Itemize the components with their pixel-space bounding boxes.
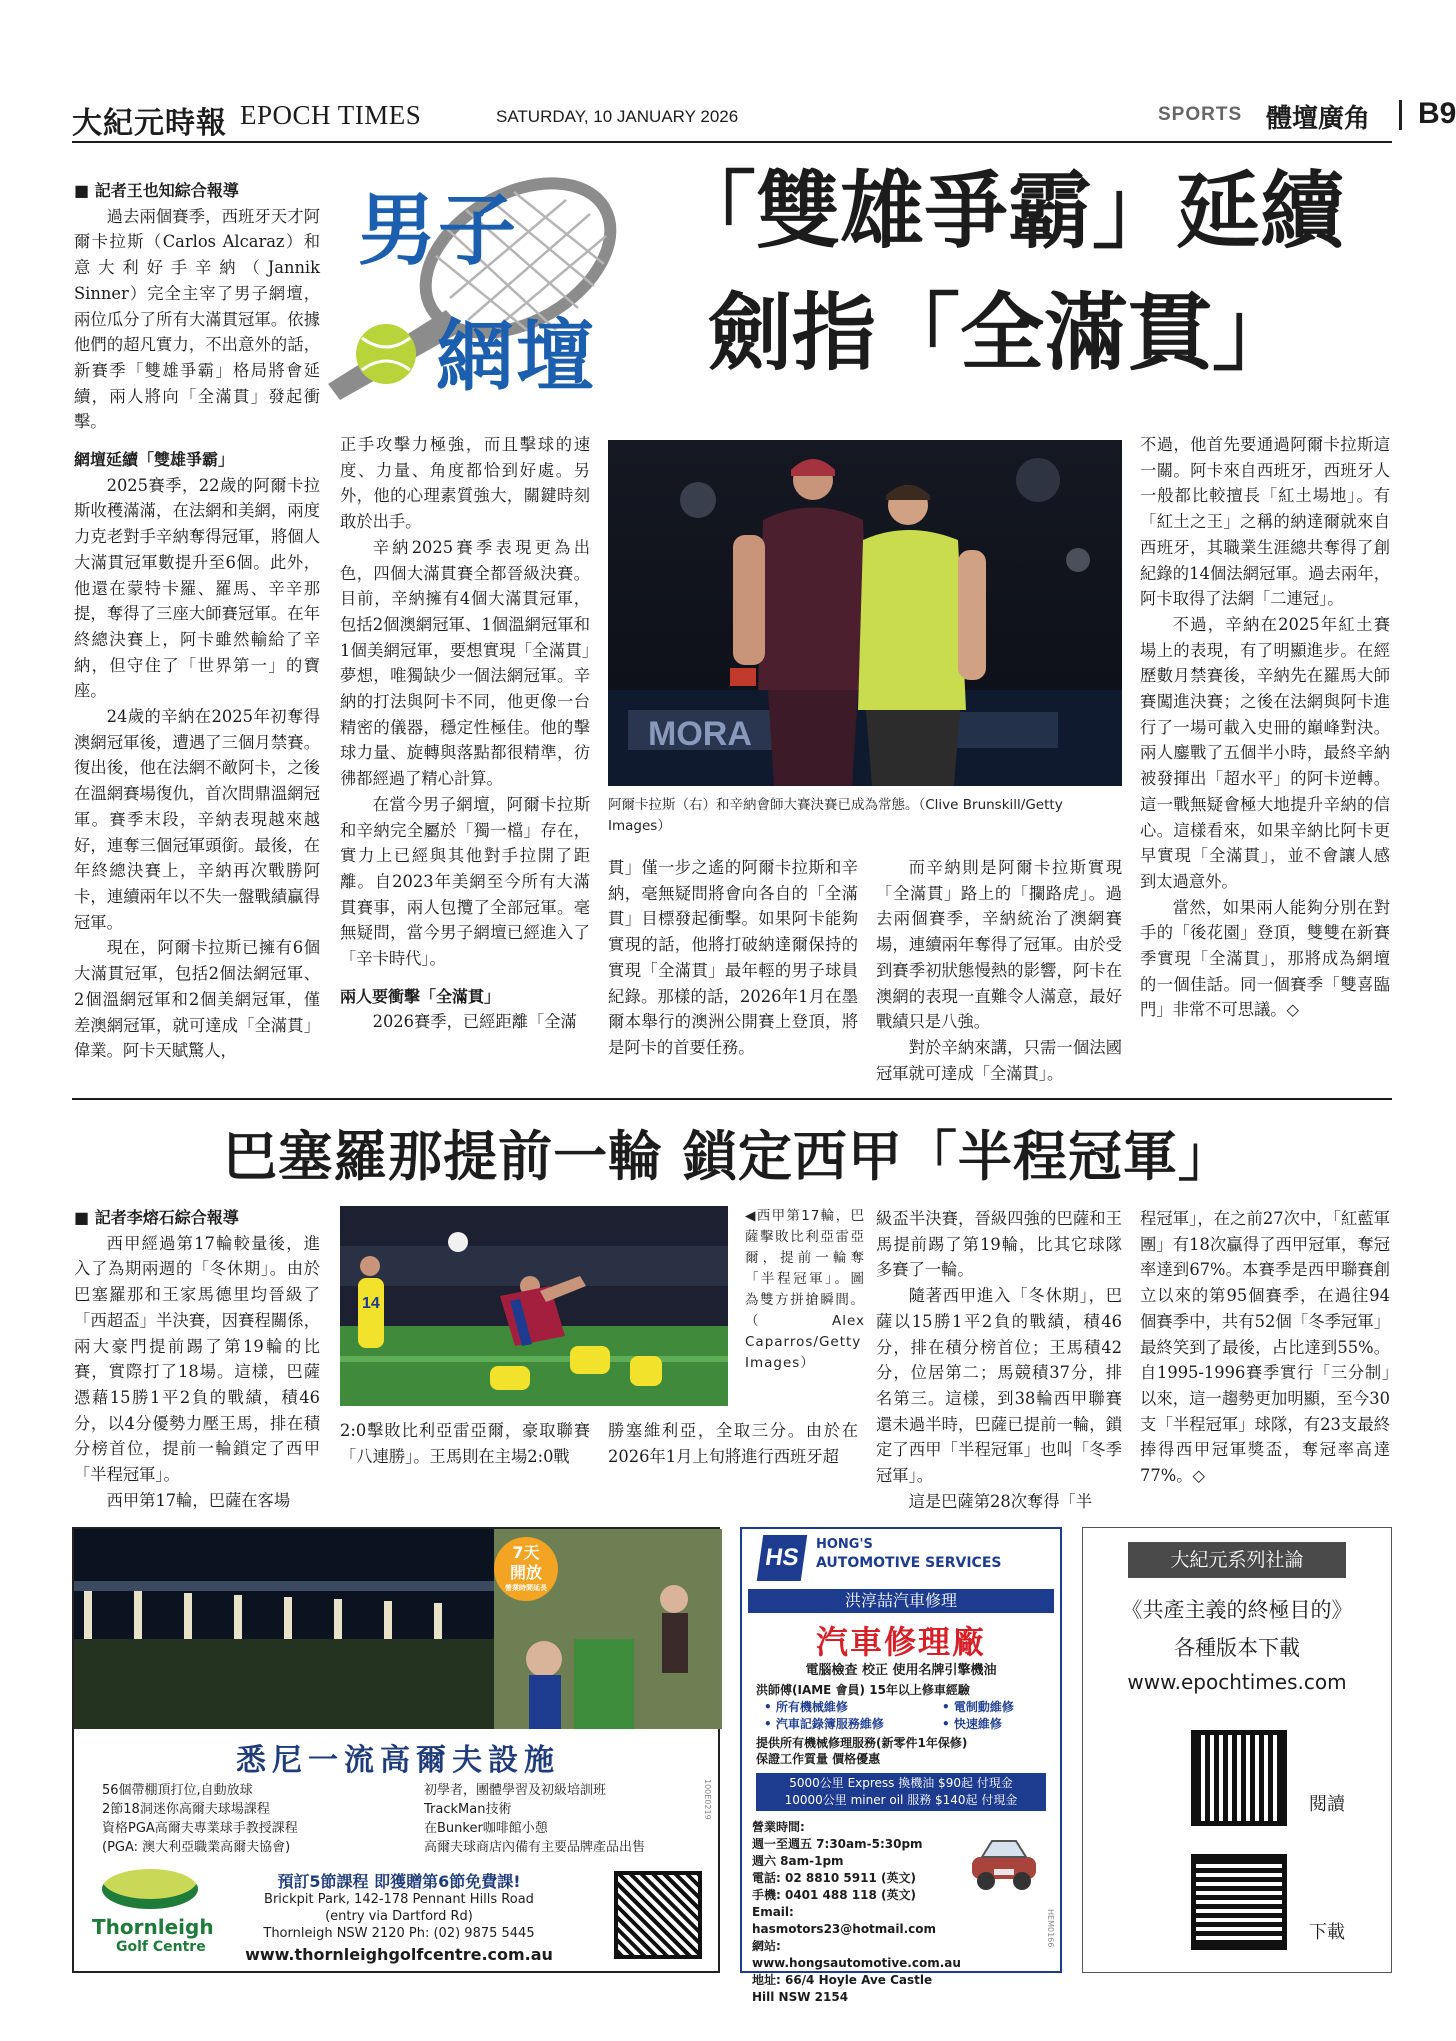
read-qr-code-icon[interactable]	[1191, 1730, 1287, 1826]
tennis-photo-caption: 阿爾卡拉斯（右）和辛納會師大賽決賽已成為常態。（Clive Brunskill/Getty Images）	[608, 797, 1063, 834]
qr-code-icon[interactable]	[614, 1871, 702, 1959]
soccer-photo-caption: ◀西甲第17輪，巴薩擊敗比利亞雷亞爾，提前一輪奪「半程冠軍」。圖為雙方拼搶瞬間。（Alex Caparros/Getty Images）	[745, 1208, 865, 1371]
paragraph: 不過，辛納在2025年紅土賽場上的表現，有了明顯進步。在經歷數月禁賽後，辛納先在羅馬大師賽闖進決賽；之後在法網與阿卡進行了一場可載入史冊的巔峰對決。兩人鏖戰了五個半小時，最終辛納被發揮出「超水平」的阿卡逆轉。這一戰無疑會極大地提升辛納的信心。這樣看來，如果辛納比阿卡更早實現「全滿貫」，並不會讓人感到太過意外。	[1140, 614, 1390, 891]
golf-ad-headline: 悉尼一流高爾夫設施	[236, 1743, 560, 1778]
golf-features-right	[424, 1781, 714, 1857]
download-qr-code-icon[interactable]	[1191, 1854, 1287, 1950]
auto-services-left	[764, 1699, 914, 1733]
paragraph: 現在，阿爾卡拉斯已擁有6個大滿貫冠軍，包括2個法網冠軍、2個溫網冠軍和2個美網冠軍，僅差澳網冠軍，就可達成「全滿貫」偉業。阿卡天賦驚人，	[74, 938, 320, 1061]
golf-address	[214, 1891, 584, 1942]
auto-contact	[752, 1819, 961, 2006]
golf-centre-ad[interactable]	[72, 1527, 720, 1973]
paragraph: 2025賽季，22歲的阿爾卡拉斯收穫滿滿，在法網和美網，兩度力克老對手辛納奪得冠軍，將個人大滿貫冠軍數提升至6個。此外，他還在蒙特卡羅、羅馬、辛辛那提，奪得了三座大師賽冠軍。在年終總決賽上，阿卡雖然輸給了辛納，但守住了「世界第一」的寶座。	[74, 475, 320, 701]
auto-brand-line-2: AUTOMOTIVE SERVICES	[816, 1555, 1002, 1571]
headline-line-1: 「雙雄爭霸」延續	[672, 161, 1345, 260]
auto-warranty	[756, 1735, 1056, 1767]
hours-line: 週六 8am-1pm	[752, 1854, 844, 1868]
feature-item: 資格PGA高爾夫專業球手教授課程	[102, 1821, 298, 1836]
service-item: • 電制動維修	[942, 1700, 1014, 1714]
article2-column-5	[1140, 1206, 1390, 1489]
paragraph: 級盃半決賽，晉級四強的巴薩和王馬提前踢了第19輪，比其它球隊多賽了一輪。	[876, 1209, 1122, 1280]
paragraph: 貫」僅一步之遙的阿爾卡拉斯和辛納，毫無疑問將會向各自的「全滿貫」目標發起衝擊。如果阿卡能夠實現的話，他將打破納達爾保持的實現「全滿貫」最年輕的男子球員紀錄。那樣的話，2026年1月在墨爾本舉行的澳洲公開賽上登頂，將是阿卡的首要任務。	[608, 858, 858, 1057]
kicker-line-2: 網壇	[436, 311, 597, 402]
article1-column-1	[74, 178, 320, 1064]
paragraph: 辛納2025賽季表現更為出色，四個大滿貫賽全都晉級決賽。目前，辛納擁有4個大滿貫冠軍，包括2個澳網冠軍、1個溫網冠軍和1個美網冠軍，要想實現「全滿貫」夢想，唯獨缺少一個法網冠軍。辛納的打法與阿卡不同，他更像一台精密的儀器，穩定性極佳。他的擊球力量、旋轉與落點都很精準，彷彿都經過了精心計算。	[340, 537, 590, 789]
paragraph: 這是巴薩第28次奪得「半	[908, 1491, 1093, 1511]
masthead-rule	[72, 141, 1392, 143]
auto-brand-line-1: HONG'S	[816, 1537, 873, 1552]
paragraph: 在當今男子網壇，阿爾卡拉斯和辛納完全屬於「獨一檔」存在，實力上已經與其他對手拉開了距離。自2023年美網至今所有大滿貫賽事，兩人包攬了全部冠軍。毫無疑問，當今男子網壇已經進入了「辛卡時代」。	[340, 794, 590, 969]
service-item: • 汽車記錄簿服務維修	[764, 1717, 884, 1731]
feature-item: 在Bunker咖啡館小憩	[424, 1821, 548, 1836]
article1-subhead-1: 網壇延續「雙雄爭霸」	[74, 450, 235, 470]
article1-column-3a	[608, 855, 858, 1061]
hs-logo-icon: HS	[757, 1535, 807, 1581]
section-divider	[72, 1098, 1392, 1100]
epoch-url-link[interactable]: www.epochtimes.com	[1127, 1670, 1347, 1694]
logo-line-2: Golf Centre	[116, 1939, 206, 1955]
email-line[interactable]: Email: hasmotors23@hotmail.com	[752, 1905, 937, 1936]
section-name-en: SPORTS	[1158, 104, 1243, 125]
auto-services-right	[942, 1699, 1057, 1733]
feature-item: TrackMan技術	[424, 1802, 512, 1817]
article1-byline: ■ 記者王也知綜合報導	[74, 178, 320, 204]
article1-subhead-2: 兩人要衝擊「全滿貫」	[340, 986, 501, 1006]
offer-line: 5000公里 Express 換機油 $90起 付現金	[789, 1776, 1013, 1790]
masthead-logo-en: EPOCH TIMES	[240, 100, 422, 130]
golf-ad-code: 100E0219	[703, 1779, 712, 1820]
feature-item: 初學者，團體學習及初級培訓班	[424, 1783, 607, 1798]
page-number: B9	[1418, 97, 1456, 130]
paragraph: 2:0擊敗比利亞雷亞爾，豪取聯賽「八連勝」。王馬則在主場2:0戰	[340, 1421, 590, 1466]
feature-item: 56個帶棚頂打位,自動放球	[102, 1783, 253, 1798]
article1-lead: 過去兩個賽季，西班牙天才阿爾卡拉斯（Carlos Alcaraz）和意大利好手辛納（Jannik Sinner）完全主宰了男子網壇，兩位瓜分了所有大滿貫冠軍。依據他們的超凡實力，不出意外的話，新賽季「雙雄爭霸」格局將會延續，兩人將向「全滿貫」發起衝擊。	[74, 206, 320, 432]
book-title: 《共產主義的終極目的》	[1121, 1598, 1353, 1622]
hours-line: 週一至週五 7:30am-5:30pm	[752, 1837, 923, 1851]
website-line[interactable]: 網站: www.hongsautomotive.com.au	[752, 1939, 961, 1970]
feature-item: 高爾夫球商店內備有主要品牌產品出售	[424, 1840, 646, 1855]
headline-line-2: 劍指「全滿貫」	[708, 283, 1297, 382]
paragraph: 2026賽季，已經距離「全滿	[372, 1012, 577, 1032]
article2-column-1	[74, 1205, 320, 1513]
masthead-date: SATURDAY, 10 JANUARY 2026	[496, 107, 739, 126]
auto-ad-code: HEM0166	[1046, 1909, 1055, 1948]
feature-item: (PGA: 澳大利亞職業高爾夫協會)	[102, 1840, 291, 1855]
auto-ad-header	[742, 1529, 1060, 1587]
article2-column-2	[340, 1418, 590, 1469]
feature-item: 2節18洞迷你高爾夫球場課程	[102, 1802, 270, 1817]
paragraph: 正手攻擊力極強，而且擊球的速度、力量、角度都恰到好處。另外，他的心理素質強大，關鍵時刻敢於出手。	[340, 435, 590, 532]
paragraph: 勝塞維利亞，全取三分。由於在2026年1月上旬將進行西班牙超	[608, 1421, 858, 1466]
address-line: Thornleigh NSW 2120 Ph: (02) 9875 5445	[263, 1926, 535, 1941]
soccer-photo	[340, 1206, 728, 1406]
golf-range-photo	[74, 1529, 722, 1729]
masthead-divider	[1399, 100, 1402, 130]
masthead-logo-zh: 大紀元時報	[72, 106, 227, 141]
address-line: (entry via Dartford Rd)	[325, 1909, 473, 1924]
versions-label: 各種版本下載	[1174, 1636, 1300, 1660]
mobile-line: 手機: 0401 488 118 (英文)	[752, 1888, 916, 1902]
auto-name-zh: 洪淳喆汽車修理	[748, 1589, 1054, 1613]
paragraph: 當然，如果兩人能夠分別在對手的「後花園」登頂，雙雙在新賽季實現「全滿貫」，那將成為網壇的一個佳話。同一個賽季「雙喜臨門」非常不可思議。◇	[1140, 897, 1390, 1020]
golf-features-left	[102, 1781, 402, 1857]
article2-column-3	[608, 1418, 858, 1469]
paragraph: 24歲的辛納在2025年初奪得澳網冠軍後，遭遇了三個月禁賽。復出後，他在法網不敵阿卡，之後在溫網賽場復仇，首次問鼎溫網冠軍。賽季末段，辛納表現越來越好，連奪三個冠軍頭銜。最後，在年終總決賽上，辛納再次戰勝阿卡，連續兩年以不失一盤戰績贏得冠軍。	[74, 707, 320, 932]
open-7-days-badge	[494, 1537, 558, 1601]
article1-column-2	[340, 432, 590, 1035]
article1-column-3b	[876, 855, 1122, 1086]
read-label: 閱讀	[1309, 1794, 1345, 1815]
paragraph: 西甲經過第17輪較量後，進入了為期兩週的「冬休期」。由於巴塞羅那和王家馬德里均晉級了「西超盃」半決賽，因賽程關係，兩大豪門提前踢了第19輪的比賽，實際打了18場。這樣，巴薩憑藉15勝1平2負的戰績，積46分，以4分優勢力壓王馬，排在積分榜首位，提前一輪鎖定了西甲「半程冠軍」。	[74, 1233, 320, 1485]
article2-byline: ■ 記者李熔石綜合報導	[74, 1205, 320, 1231]
golf-website-link[interactable]: www.thornleighgolfcentre.com.au	[245, 1945, 553, 1964]
epoch-editorial-ad[interactable]	[1082, 1527, 1392, 1973]
offer-line: 10000公里 miner oil 服務 $140起 付現金	[784, 1793, 1018, 1807]
address-line: 地址: 66/4 Hoyle Ave Castle Hill NSW 2154	[752, 1973, 933, 2004]
auto-sub: 電腦檢查 校正 使用名牌引擎機油	[805, 1663, 997, 1678]
quality-line: 保證工作質量 價格優惠	[756, 1752, 881, 1766]
editorial-series-label: 大紀元系列社論	[1128, 1542, 1346, 1578]
paragraph: 而辛納則是阿爾卡拉斯實現「全滿貫」路上的「攔路虎」。過去兩個賽季，辛納統治了澳網賽場，連續兩年奪得了冠軍。由於受到賽季初狀態慢熱的影響，阿卡在澳網的表現一直難令人滿意，最好戰績只是八強。	[876, 858, 1122, 1032]
auto-headline: 汽車修理廠	[815, 1623, 986, 1661]
paragraph: 程冠軍」，在之前27次中，「紅藍軍團」有18次贏得了西甲冠軍，奪冠率達到67%。本賽季是西甲聯賽創立以來的第95個賽季，在過往94個賽季中，共有52個「冬季冠軍」最終笑到了最後，占比達到55%。自1995-1996賽季實行「三分制」以來，這一趨勢更加明顯，至今30支「半程冠軍」球隊，有23支最終捧得西甲冠軍獎盃，奪冠率高達77%。◇	[1140, 1209, 1390, 1486]
download-label: 下載	[1309, 1922, 1345, 1943]
hongs-automotive-ad[interactable]	[740, 1527, 1062, 2004]
masthead	[72, 96, 1456, 141]
badge-line-1: 7天	[512, 1543, 540, 1562]
warranty-line: 提供所有機械修理服務(新零件1年保修)	[756, 1736, 968, 1750]
paragraph: 隨著西甲進入「冬休期」，巴薩以15勝1平2負的戰績，積46分，排在積分榜首位；王馬積42分，位居第二；馬競積37分，排名第三。這樣，到38輪西甲聯賽還未過半時，巴薩已提前一輪，鎖定了西甲「半程冠軍」也叫「冬季冠軍」。	[876, 1286, 1122, 1486]
article1-column-4	[1140, 432, 1390, 1023]
auto-master: 洪師傅(IAME 會員) 15年以上修車經驗	[756, 1683, 970, 1697]
article2-column-4	[876, 1206, 1122, 1514]
phone-line: 電話: 02 8810 5911 (英文)	[752, 1871, 916, 1885]
logo-line-1: Thornleigh	[92, 1915, 214, 1939]
tennis-photo	[608, 440, 1122, 786]
golf-flag-icon	[102, 1869, 198, 1909]
auto-offers	[756, 1773, 1046, 1811]
kicker-line-1: 男子	[358, 185, 519, 276]
paragraph: 對於辛納來講，只需一個法國冠軍就可達成「全滿貫」。	[876, 1037, 1122, 1083]
svg-text:14: 14	[362, 1295, 380, 1312]
badge-line-2: 開放	[509, 1563, 542, 1582]
hours-label: 營業時間:	[752, 1820, 805, 1834]
address-line: Brickpit Park, 142-178 Pennant Hills Road	[264, 1892, 534, 1907]
article2-headline: 巴塞羅那提前一輪 鎖定西甲「半程冠軍」	[223, 1125, 1233, 1188]
paragraph: 不過，他首先要通過阿爾卡拉斯這一關。阿卡來自西班牙，西班牙人一般都比較擅長「紅土場地」。有「紅土之王」之稱的納達爾就來自西班牙，其職業生涯總共奪得了創紀錄的14個法網冠軍。過去兩年，阿卡取得了法網「二連冠」。	[1140, 435, 1390, 609]
svg-text:MORA: MORA	[648, 715, 752, 753]
golf-promo: 預訂5節課程 即獲贈第6節免費課!	[277, 1872, 521, 1891]
section-name-zh: 體壇廣角	[1266, 104, 1371, 134]
classic-car-icon	[964, 1829, 1044, 1899]
service-item: • 快速維修	[942, 1717, 1002, 1731]
service-item: • 所有機械維修	[764, 1700, 848, 1714]
paragraph: 西甲第17輪，巴薩在客場	[106, 1490, 291, 1510]
badge-line-3: 營業時間延長	[505, 1584, 547, 1592]
article1-kicker	[318, 158, 648, 428]
article1-headline	[672, 150, 1396, 394]
